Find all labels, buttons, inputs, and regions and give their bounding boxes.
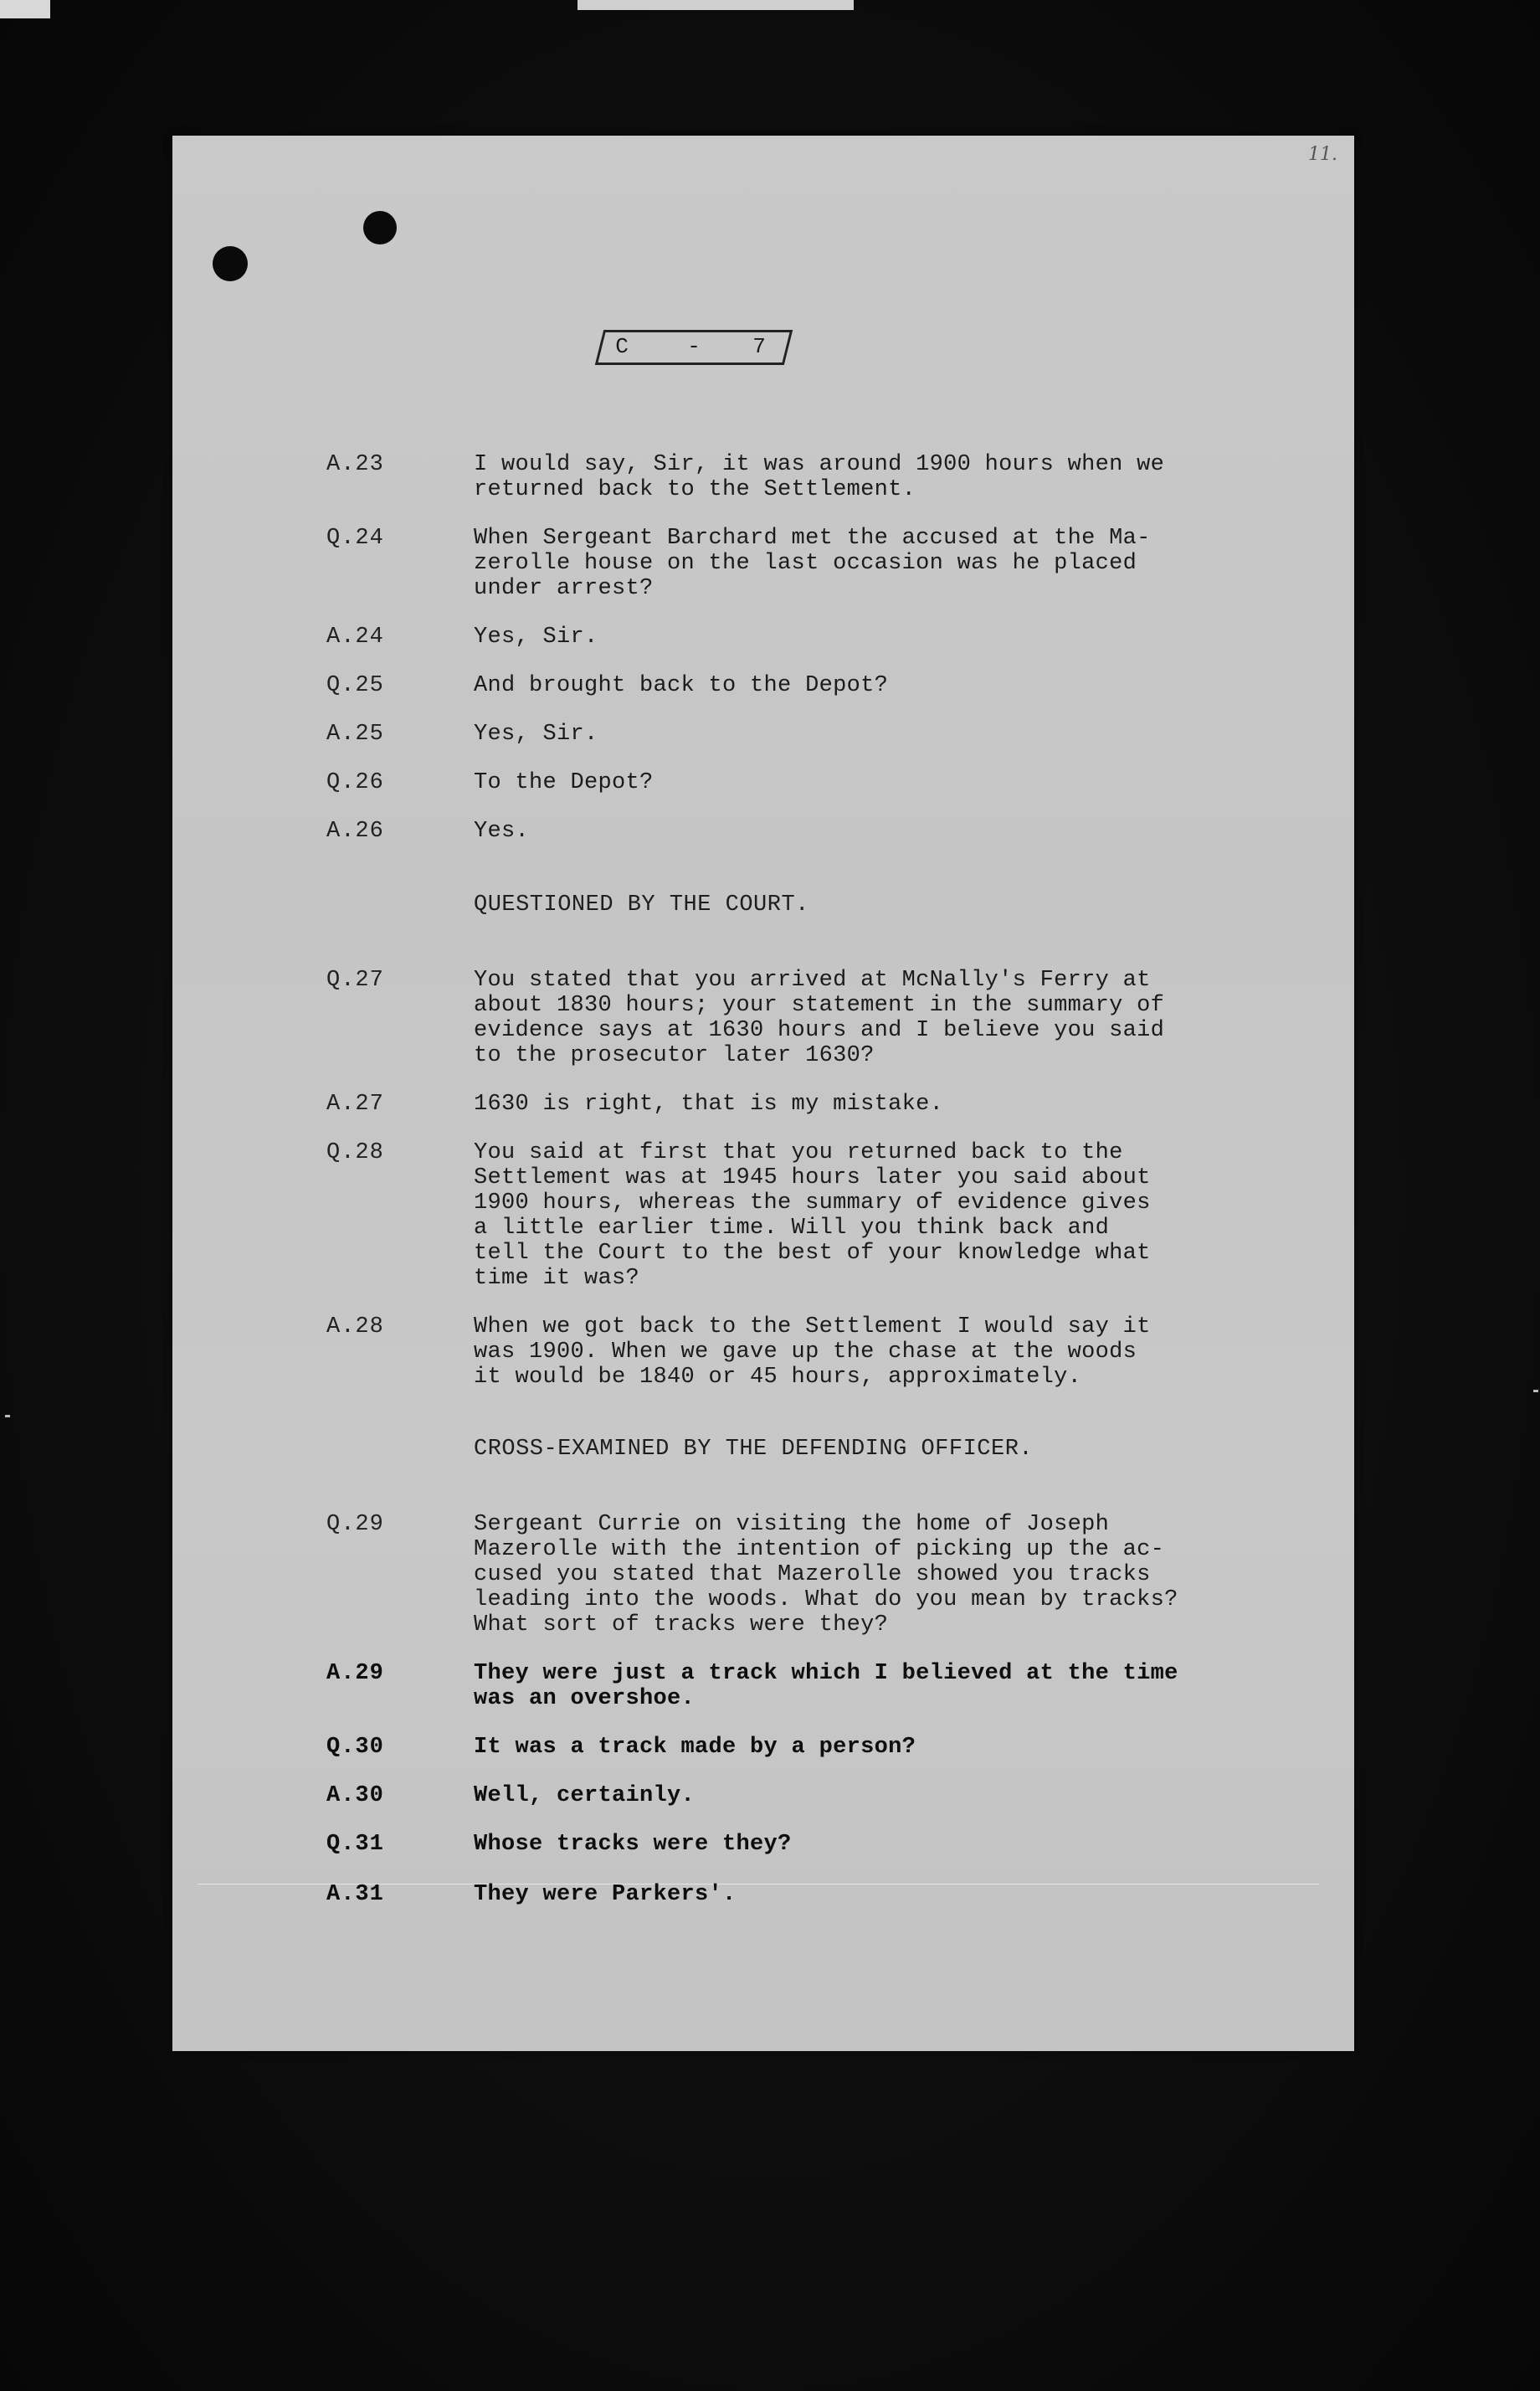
entry-label: A.25: [326, 722, 384, 747]
entry-text: Whose tracks were they?: [474, 1832, 792, 1857]
page-code-dash: -: [687, 334, 701, 359]
entry-label: A.23: [326, 452, 384, 477]
scan-speck: [1533, 1390, 1538, 1392]
scan-speck: [5, 1415, 10, 1417]
entry-text: It was a track made by a person?: [474, 1735, 916, 1760]
entry-text: 1630 is right, that is my mistake.: [474, 1092, 944, 1117]
entry-label: A.24: [326, 625, 384, 650]
entry-text: You said at first that you returned back to the Settlement was at 1945 hours later you said about 1900 hours, whereas the summary of evidence gives a little earlier time. Will you think back and tell the Court to the best of your knowledge what time it was?: [474, 1140, 1151, 1291]
entry-label: Q.25: [326, 673, 384, 698]
entry-text: You stated that you arrived at McNally's Ferry at about 1830 hours; your statement in the summary of evidence says at 1630 hours and I believe you said to the prosecutor later 1630?: [474, 968, 1165, 1068]
film-edge-strip: [0, 0, 50, 18]
page-code-number: 7: [752, 334, 767, 359]
entry-text: Yes, Sir.: [474, 625, 598, 650]
entry-text: When Sergeant Barchard met the accused at the Ma- zerolle house on the last occasion was he placed under arrest?: [474, 526, 1151, 601]
section-heading-court: QUESTIONED BY THE COURT.: [474, 892, 809, 918]
entry-label: Q.26: [326, 770, 384, 795]
entry-label: A.30: [326, 1783, 384, 1808]
entry-label: A.26: [326, 819, 384, 844]
entry-text: Well, certainly.: [474, 1783, 696, 1808]
entry-label: A.29: [326, 1661, 384, 1686]
entry-text: They were just a track which I believed at the time was an overshoe.: [474, 1661, 1178, 1711]
page-code-box: [595, 330, 793, 365]
entry-label: Q.31: [326, 1832, 384, 1857]
entry-label: Q.24: [326, 526, 384, 551]
entry-text: To the Depot?: [474, 770, 654, 795]
entry-text: Yes, Sir.: [474, 722, 598, 747]
entry-label: Q.29: [326, 1512, 384, 1537]
entry-text: Sergeant Currie on visiting the home of Joseph Mazerolle with the intention of picking up the ac- cused you stated that Mazerolle showed you tracks leading into the woods. What do you mean by tracks? What sort of tracks were they?: [474, 1512, 1178, 1638]
page-number-mark: 11.: [1308, 144, 1337, 165]
entry-text: And brought back to the Depot?: [474, 673, 889, 698]
entry-label: A.31: [326, 1882, 384, 1907]
page-code-letter: C: [615, 334, 629, 359]
document-page: [172, 136, 1354, 2051]
section-heading-cross: CROSS-EXAMINED BY THE DEFENDING OFFICER.: [474, 1437, 1034, 1462]
entry-label: Q.28: [326, 1140, 384, 1165]
entry-text: They were Parkers'.: [474, 1882, 737, 1907]
entry-label: A.27: [326, 1092, 384, 1117]
punch-hole: [213, 246, 248, 281]
entry-label: Q.27: [326, 968, 384, 993]
entry-text: Yes.: [474, 819, 530, 844]
entry-label: Q.30: [326, 1735, 384, 1760]
entry-text: When we got back to the Settlement I would say it was 1900. When we gave up the chase at the woods it would be 1840 or 45 hours, approximately.: [474, 1314, 1151, 1390]
punch-hole: [363, 211, 397, 244]
entry-label: A.28: [326, 1314, 384, 1339]
film-edge-strip: [578, 0, 854, 10]
entry-text: I would say, Sir, it was around 1900 hours when we returned back to the Settlement.: [474, 452, 1165, 502]
